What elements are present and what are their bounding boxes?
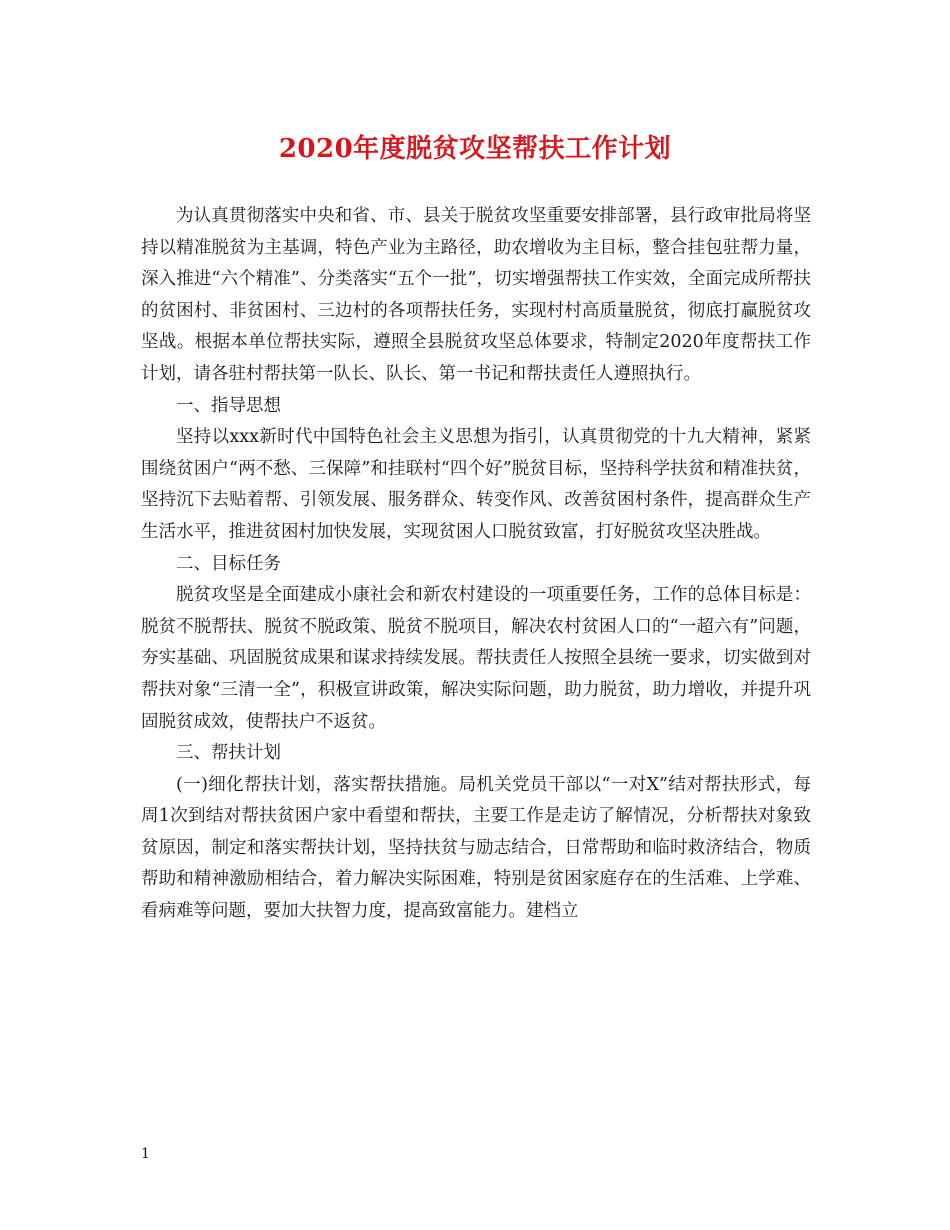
paragraph-plan-1: (一)细化帮扶计划，落实帮扶措施。局机关党员干部以“一对X”结对帮扶形式，每周1次到结对帮扶贫困户家中看望和帮扶，主要工作是走访了解情况，分析帮扶对象致贫原因，制定和落实帮扶计划，坚持扶贫与励志结合，日常帮助和临时救济结合，物质帮助和精神激励相结合，着力解决实际困难，特别是贫困家庭存在的生活难、上学难、看病难等问题，要加大扶智力度，提高致富能力。建档立 (141, 774, 811, 922)
document-body (141, 201, 811, 928)
section-heading-goals: 二、目标任务 (176, 553, 281, 574)
paragraph-intro: 为认真贯彻落实中央和省、市、县关于脱贫攻坚重要安排部署，县行政审批局将坚持以精准脱贫为主基调，特色产业为主路径，助农增收为主目标，整合挂包驻帮力量，深入推进“六个精准”、分类落实“五个一批”，切实增强帮扶工作实效，全面完成所帮扶的贫困村、非贫困村、三边村的各项帮扶任务，实现村村高质量脱贫，彻底打赢脱贫攻坚战。根据本单位帮扶实际，遵照全县脱贫攻坚总体要求，特制定2020年度帮扶工作计划，请各驻村帮扶第一队长、队长、第一书记和帮扶责任人遵照执行。 (141, 206, 811, 384)
document-title: 2020年度脱贫攻坚帮扶工作计划 (278, 134, 672, 164)
paragraph-goals: 脱贫攻坚是全面建成小康社会和新农村建设的一项重要任务，工作的总体目标是：脱贫不脱帮扶、脱贫不脱政策、脱贫不脱项目，解决农村贫困人口的“一超六有”问题，夯实基础、巩固脱贫成果和谋求持续发展。帮扶责任人按照全县统一要求，切实做到对帮扶对象“三清一全”，积极宣讲政策，解决实际问题，助力脱贫，助力增收，并提升巩固脱贫成效，使帮扶户不返贫。 (141, 585, 811, 732)
page-number: 1 (141, 1146, 150, 1162)
section-heading-guiding-ideology: 一、指导思想 (176, 395, 281, 416)
paragraph-guiding-ideology: 坚持以xxx新时代中国特色社会主义思想为指引，认真贯彻党的十九大精神，紧紧围绕贫困户“两不愁、三保障”和挂联村“四个好”脱贫目标，坚持科学扶贫和精准扶贫，坚持沉下去贴着帮、引领发展、服务群众、转变作风、改善贫困村条件，提高群众生产生活水平，推进贫困村加快发展，实现贫困人口脱贫致富，打好脱贫攻坚决胜战。 (141, 427, 811, 542)
section-heading-plan: 三、帮扶计划 (176, 743, 281, 764)
